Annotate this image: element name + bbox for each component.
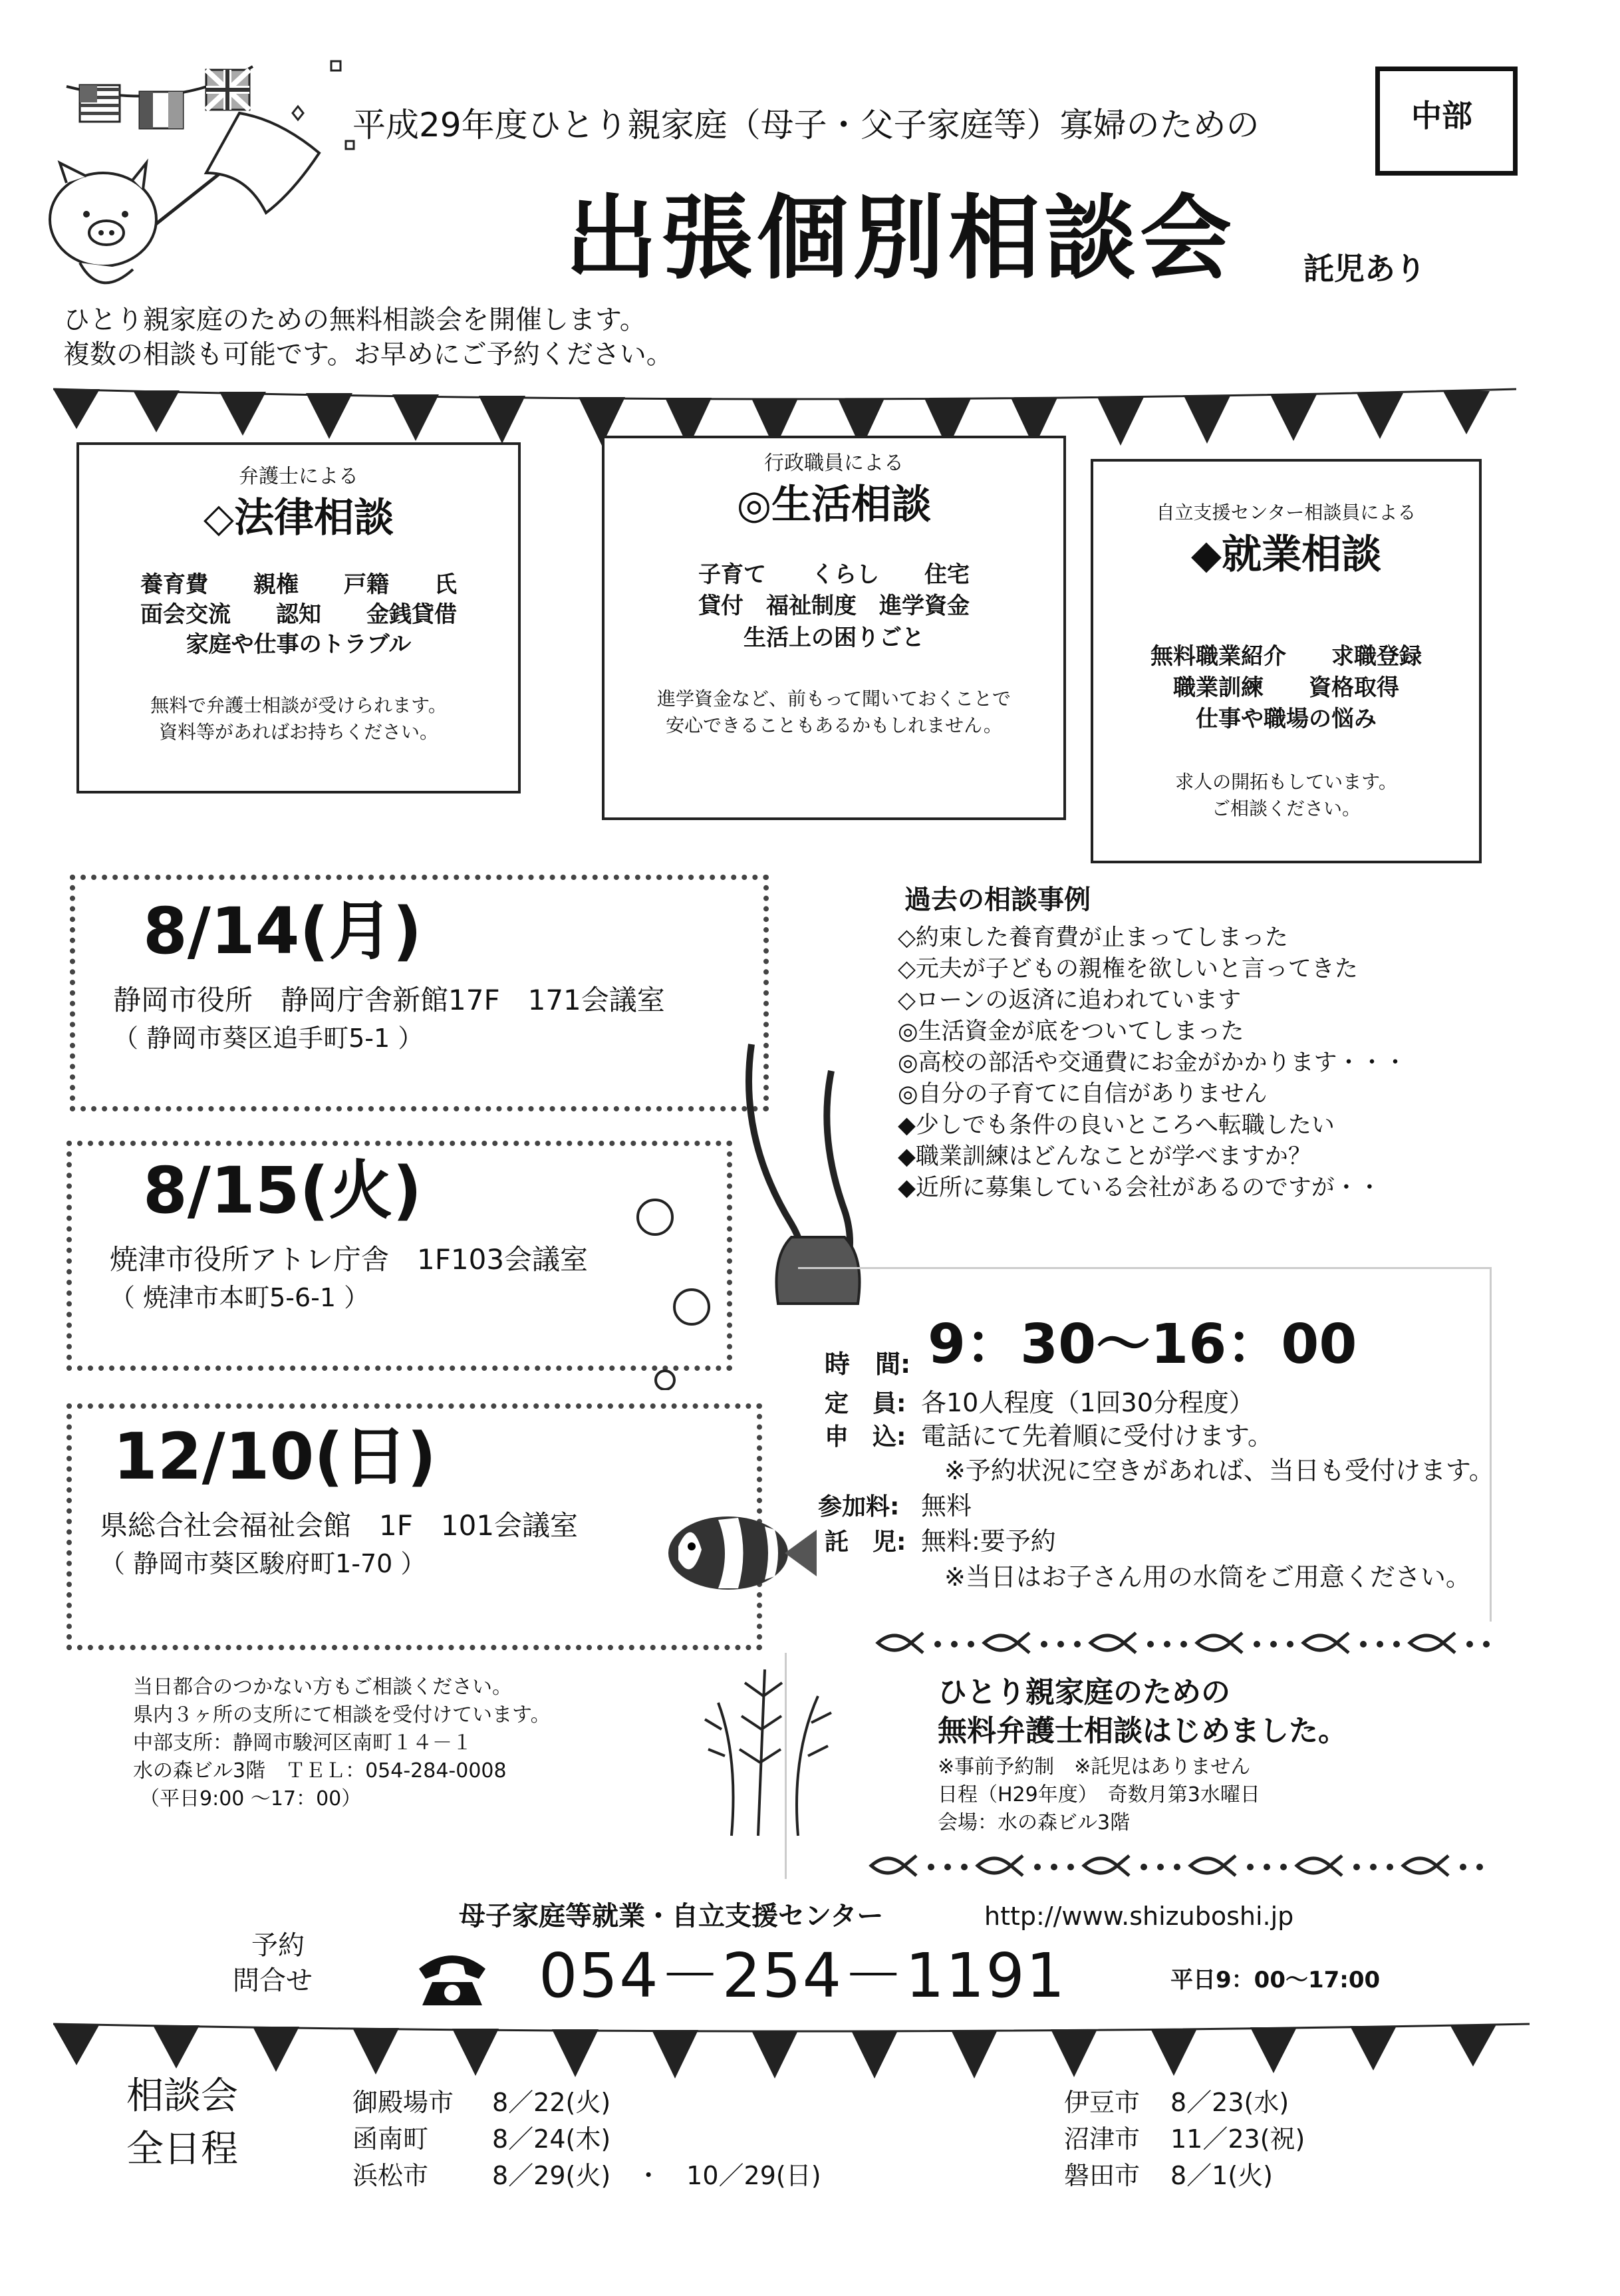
apply-label: 申 込: <box>825 1423 906 1451</box>
schedule-right-dates-2: 11／23(祝) <box>1170 2124 1305 2154</box>
branch-line-5: （平日9:00 ～17：00） <box>140 1787 362 1810</box>
employment-note-line-1: 求人の開拓もしています。 <box>1175 771 1397 793</box>
schedule-right-city-2: 沼津市 <box>1064 2124 1141 2154</box>
session-2-venue: 焼津市役所アトレ庁舎 1F103会議室 <box>110 1243 589 1276</box>
schedule-label-1: 相談会 <box>126 2075 238 2118</box>
center-name: 母子家庭等就業・自立支援センター <box>459 1901 884 1932</box>
past-case-9: ◆近所に募集している会社があるのですが・・ <box>898 1175 1381 1201</box>
phone-number[interactable]: 054－254－1191 <box>539 1940 1067 2011</box>
region-label: 中部 <box>1411 98 1472 134</box>
employment-topics-line-2: 職業訓練 資格取得 <box>1173 674 1399 701</box>
clownfish-illustration <box>665 1510 818 1596</box>
employment-topics-line-3: 仕事や職場の悩み <box>1196 706 1377 732</box>
employment-provider-label: 自立支援センター相談員による <box>1156 502 1417 523</box>
page-title: 出張個別相談会 <box>565 185 1236 292</box>
session-1-address: （ 静岡市葵区追手町5-1 ） <box>113 1024 424 1053</box>
schedule-label-2: 全日程 <box>126 2128 238 2171</box>
branch-line-3: 中部支所：静岡市駿河区南町１４－１ <box>133 1731 472 1755</box>
childcare-note: ※当日はお子さん用の水筒をご用意ください。 <box>944 1562 1471 1592</box>
session-1-venue: 静岡市役所 静岡庁舎新館17F 171会議室 <box>113 984 665 1016</box>
legal-provider-label: 弁護士による <box>239 465 358 488</box>
apply-value: 電話にて先着順に受付けます。 <box>921 1421 1273 1451</box>
session-2-address: （ 焼津市本町5-6-1 ） <box>110 1283 370 1312</box>
office-hours: 平日9：00～17:00 <box>1170 1967 1381 1993</box>
childcare-label: 託 児: <box>825 1528 906 1556</box>
childcare-value: 無料:要予約 <box>921 1526 1056 1556</box>
session-3-date: 12/10(日) <box>113 1419 436 1494</box>
france-flag-icon <box>140 92 183 128</box>
legal-topics-line-3: 家庭や仕事のトラブル <box>186 631 412 658</box>
schedule-right-dates-1: 8／23(水) <box>1170 2088 1289 2117</box>
schedule-right-city-1: 伊豆市 <box>1064 2088 1141 2117</box>
time-value: 9：30～16：00 <box>928 1313 1357 1376</box>
inquiry-label: 問合せ <box>233 1965 313 1996</box>
past-case-2: ◇元夫が子どもの親権を欲しいと言ってきた <box>898 956 1358 982</box>
pig-icon <box>50 163 156 283</box>
schedule-left-city-2: 函南町 <box>352 2124 429 2154</box>
lawyer-consultation-frame <box>785 1653 787 1879</box>
uk-flag-icon <box>206 70 249 110</box>
past-case-4: ◎生活資金が底をついてしまった <box>898 1018 1244 1045</box>
fee-value: 無料 <box>921 1491 972 1520</box>
schedule-left-city-1: 御殿場市 <box>352 2088 454 2117</box>
legal-service-name: ◇法律相談 <box>203 495 394 541</box>
intro-line-1: ひとり親家庭のための無料相談会を開催します。 <box>63 305 646 335</box>
lawyer-venue: 会場：水の森ビル3階 <box>938 1811 1131 1834</box>
legal-note-line-1: 無料で弁護士相談が受けられます。 <box>150 694 447 716</box>
pig-with-flag-illustration <box>40 40 386 306</box>
legal-note-line-2: 資料等があればお持ちください。 <box>158 721 438 743</box>
fish-divider-2 <box>858 1846 1496 1886</box>
schedule-left-city-3: 浜松市 <box>352 2161 429 2190</box>
life-topics-line-3: 生活上の困りごと <box>743 625 924 651</box>
time-label: 時 間: <box>825 1350 911 1379</box>
life-note-line-2: 安心できることもあるかもしれません。 <box>666 714 1002 736</box>
schedule-left-dates-3: 8／29(火) ・ 10／29(日) <box>492 2161 821 2190</box>
branch-line-4: 水の森ビル3階 ＴＥＬ：054-284-0008 <box>133 1759 507 1783</box>
center-website-link[interactable]: http://www.shizuboshi.jp <box>984 1902 1294 1931</box>
reservation-label: 予約 <box>251 1930 305 1961</box>
apply-note: ※予約状況に空きがあれば、当日も受付けます。 <box>944 1456 1494 1485</box>
past-case-3: ◇ローンの返済に追われています <box>898 987 1242 1014</box>
page-subtitle: 平成29年度ひとり親家庭（母子・父子家庭等）寡婦のための <box>352 106 1260 144</box>
past-case-6: ◎自分の子育てに自信がありません <box>898 1081 1268 1107</box>
session-3-address: （ 静岡市葵区駿府町1-70 ） <box>100 1549 426 1578</box>
life-topics-line-1: 子育て くらし 住宅 <box>698 561 970 588</box>
telephone-icon <box>416 1949 489 2009</box>
life-service-name: ◎生活相談 <box>736 482 932 528</box>
legal-topics-line-1: 養育費 親権 戸籍 氏 <box>140 571 457 598</box>
session-1-date: 8/14(月) <box>143 894 422 968</box>
intro-line-2: 複数の相談も可能です。お早めにご予約ください。 <box>63 339 673 370</box>
plant-illustration <box>692 1656 851 1842</box>
past-case-7: ◆少しでも条件の良いところへ転職したい <box>898 1112 1335 1139</box>
childcare-available-label: 託児あり <box>1303 251 1426 287</box>
session-2-date: 8/15(火) <box>143 1153 422 1228</box>
life-topics-line-2: 貸付 福祉制度 進学資金 <box>698 593 970 619</box>
branch-line-1: 当日都合のつかない方もご相談ください。 <box>133 1675 512 1699</box>
employment-topics-line-1: 無料職業紹介 求職登録 <box>1150 643 1422 670</box>
usa-flag-icon <box>80 85 120 122</box>
bubbles-illustration <box>632 1191 725 1390</box>
past-case-1: ◇約束した養育費が止まってしまった <box>898 925 1288 951</box>
schedule-left-dates-2: 8／24(木) <box>492 2124 611 2154</box>
lawyer-note: ※事前予約制 ※託児はありません <box>938 1755 1251 1779</box>
lawyer-title-line-2: 無料弁護士相談はじめました。 <box>938 1714 1347 1748</box>
life-note-line-1: 進学資金など、前もって聞いておくことで <box>656 688 1011 710</box>
branch-line-2: 県内３ヶ所の支所にて相談を受付けています。 <box>133 1703 551 1727</box>
schedule-right-dates-3: 8／1(火) <box>1170 2161 1274 2190</box>
employment-service-name: ◆就業相談 <box>1190 531 1382 578</box>
schedule-left-dates-1: 8／22(火) <box>492 2088 611 2117</box>
schedule-right-city-3: 磐田市 <box>1064 2161 1141 2190</box>
fish-divider-1 <box>865 1623 1503 1663</box>
past-case-8: ◆職業訓練はどんなことが学べますか？ <box>898 1143 1311 1170</box>
fee-label: 参加料: <box>818 1493 900 1520</box>
lawyer-title-line-1: ひとり親家庭のための <box>938 1675 1230 1709</box>
past-cases-title: 過去の相談事例 <box>904 885 1091 915</box>
capacity-value: 各10人程度（1回30分程度） <box>921 1388 1254 1417</box>
legal-topics-line-2: 面会交流 認知 金銭貸借 <box>140 601 457 628</box>
lawyer-schedule: 日程（H29年度） 奇数月第3水曜日 <box>938 1783 1260 1806</box>
session-3-venue: 県総合社会福祉会館 1F 101会議室 <box>100 1509 579 1542</box>
pennant-garland-bottom <box>0 2019 1620 2118</box>
employment-note-line-2: ご相談ください。 <box>1211 797 1361 819</box>
past-case-5: ◎高校の部活や交通費にお金がかかります・・・ <box>898 1050 1407 1076</box>
life-provider-label: 行政職員による <box>764 452 904 475</box>
capacity-label: 定 員: <box>825 1390 906 1417</box>
